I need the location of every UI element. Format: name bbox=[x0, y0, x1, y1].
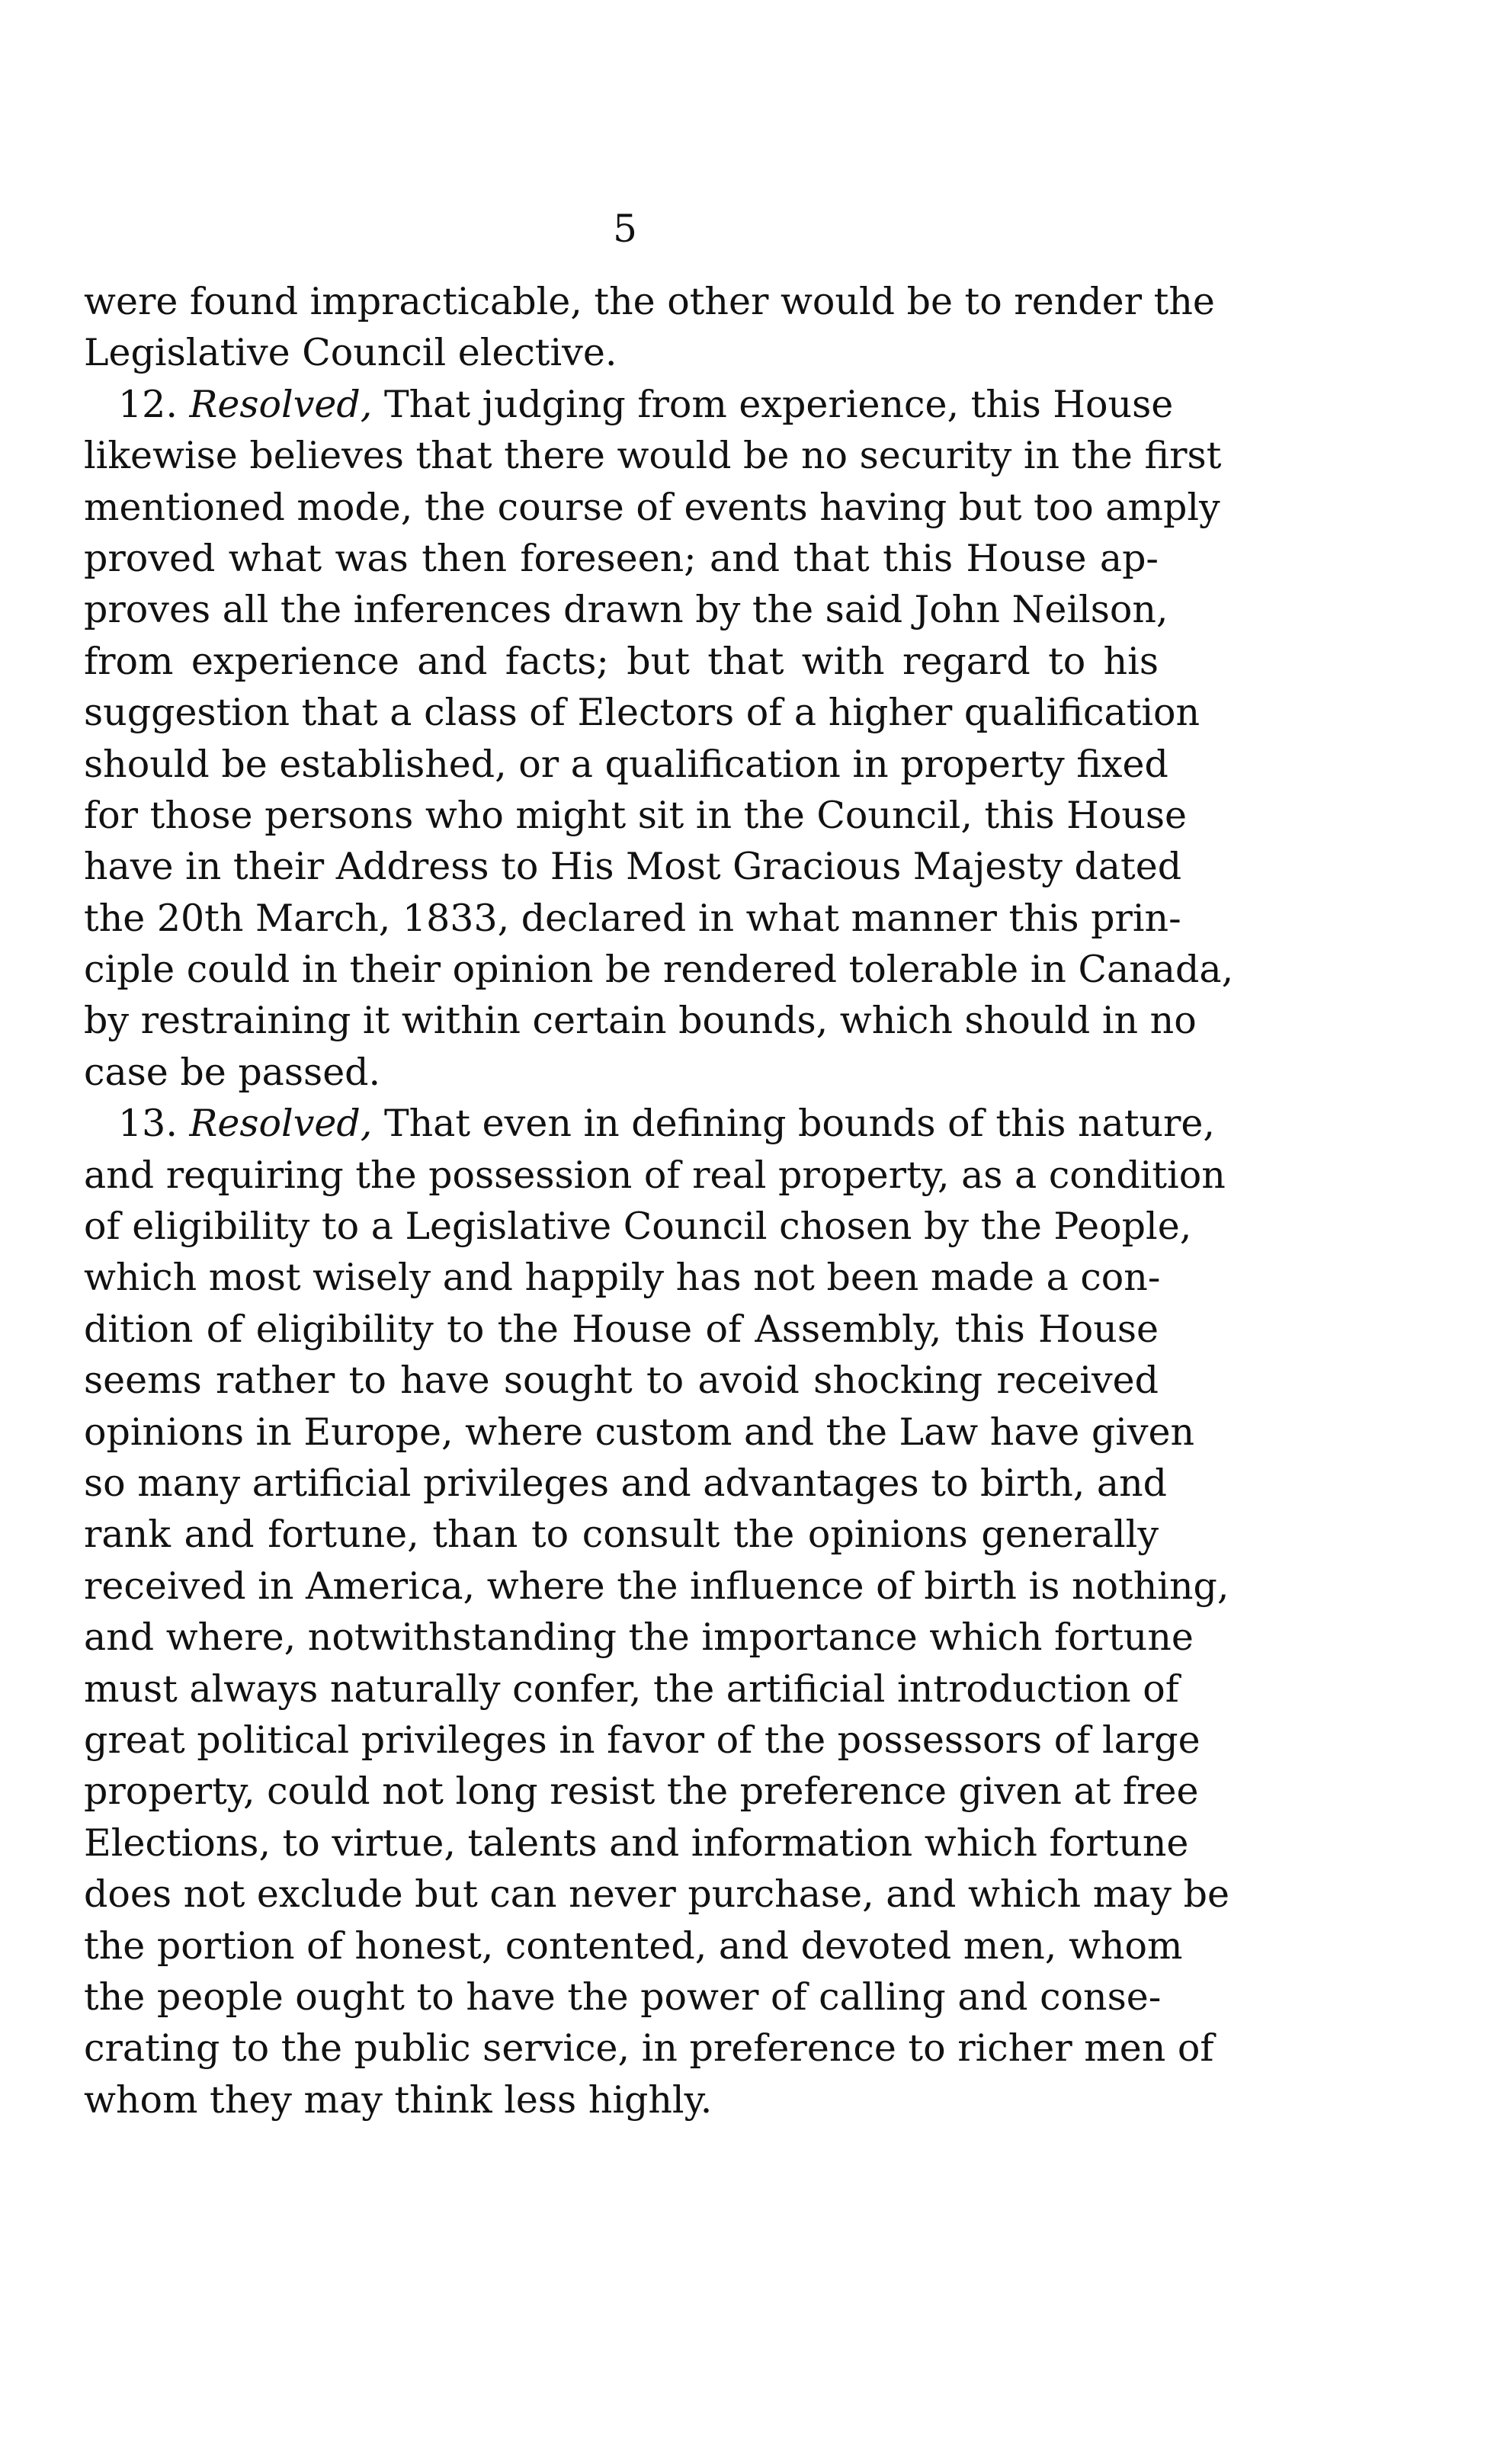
line-text: received in America, where the influence of birth is nothing, bbox=[84, 1564, 1229, 1608]
resolved-label: Resolved, bbox=[189, 382, 373, 426]
text-line bbox=[84, 790, 1188, 841]
page-number: 5 bbox=[613, 207, 637, 251]
text-line bbox=[84, 1252, 1159, 1303]
line-text: the portion of honest, contented, and devoted men, whom bbox=[84, 1923, 1183, 1968]
text-line bbox=[84, 893, 1181, 944]
text-line bbox=[84, 1664, 1179, 1715]
resolution-line bbox=[84, 379, 1174, 430]
text-line bbox=[84, 1201, 1192, 1252]
line-text: suggestion that a class of Electors of a higher qualification bbox=[84, 691, 1200, 735]
text-line bbox=[84, 739, 1168, 790]
line-text: from experience and facts; but that with regard to his bbox=[84, 639, 1159, 683]
text-line bbox=[84, 944, 1234, 995]
text-line bbox=[84, 533, 1159, 584]
text-line bbox=[84, 1407, 1195, 1458]
line-text: of eligibility to a Legislative Council chosen by the People, bbox=[84, 1205, 1192, 1249]
line-text: proved what was then foreseen; and that this House ap- bbox=[84, 536, 1159, 580]
line-text: for those persons who might sit in the Council, this House bbox=[84, 793, 1188, 837]
line-text: likewise believes that there would be no security in the first bbox=[84, 434, 1222, 478]
line-text: so many artificial privileges and advantages to birth, and bbox=[84, 1461, 1168, 1505]
line-text: whom they may think less highly. bbox=[84, 2077, 713, 2122]
text-line bbox=[84, 1869, 1229, 1920]
resolution-number: 12. bbox=[118, 382, 178, 426]
line-text: the 20th March, 1833, declared in what manner this prin- bbox=[84, 896, 1181, 940]
line-text: That judging from experience, this House bbox=[383, 382, 1174, 426]
line-text: and where, notwithstanding the importance which fortune bbox=[84, 1615, 1194, 1660]
line-text: opinions in Europe, where custom and the Law have given bbox=[84, 1410, 1195, 1454]
text-line bbox=[84, 1047, 1159, 1098]
line-text: Legislative Council elective. bbox=[84, 331, 617, 375]
text-line bbox=[84, 841, 1182, 892]
line-text: by restraining it within certain bounds, which should in no bbox=[84, 999, 1197, 1043]
text-line bbox=[84, 482, 1220, 533]
line-text: does not exclude but can never purchase, and which may be bbox=[84, 1872, 1229, 1917]
text-line bbox=[84, 327, 1159, 378]
text-line bbox=[84, 1766, 1199, 1817]
line-text: Elections, to virtue, talents and information which fortune bbox=[84, 1821, 1189, 1865]
text-line bbox=[84, 1304, 1159, 1355]
line-text: mentioned mode, the course of events having but too amply bbox=[84, 485, 1220, 529]
text-line bbox=[84, 636, 1159, 687]
line-text: seems rather to have sought to avoid shocking received bbox=[84, 1359, 1159, 1403]
text-line bbox=[84, 1355, 1159, 1406]
line-text: case be passed. bbox=[84, 1050, 381, 1094]
resolution-line bbox=[84, 1098, 1215, 1149]
text-line bbox=[84, 2074, 1159, 2126]
text-line bbox=[84, 1509, 1159, 1560]
text-line bbox=[84, 995, 1197, 1046]
line-text: were found impracticable, the other would be to render the bbox=[84, 280, 1215, 323]
text-line bbox=[84, 1715, 1200, 1766]
line-text: must always naturally confer, the artificial introduction of bbox=[84, 1667, 1179, 1711]
text-line bbox=[84, 1561, 1229, 1612]
line-text: should be established, or a qualification in property fixed bbox=[84, 742, 1168, 786]
line-text: and requiring the possession of real property, as a condition bbox=[84, 1153, 1226, 1197]
line-text: have in their Address to His Most Gracious Majesty dated bbox=[84, 845, 1182, 889]
text-line bbox=[84, 2023, 1214, 2074]
line-text: which most wisely and happily has not been made a con- bbox=[84, 1256, 1161, 1300]
line-text: ciple could in their opinion be rendered tolerable in Canada, bbox=[84, 948, 1234, 992]
line-text: the people ought to have the power of calling and conse- bbox=[84, 1975, 1162, 2019]
text-line bbox=[84, 687, 1200, 738]
text-line bbox=[84, 1818, 1189, 1869]
text-line bbox=[84, 1612, 1194, 1663]
resolved-label: Resolved, bbox=[189, 1102, 373, 1146]
line-text: rank and fortune, than to consult the opinions generally bbox=[84, 1513, 1159, 1557]
text-line bbox=[84, 276, 1215, 327]
text-line bbox=[84, 430, 1222, 481]
text-line bbox=[84, 584, 1168, 635]
line-text: That even in defining bounds of this nature, bbox=[383, 1102, 1215, 1146]
line-text: great political privileges in favor of the possessors of large bbox=[84, 1718, 1200, 1762]
line-text: proves all the inferences drawn by the said John Neilson, bbox=[84, 588, 1168, 632]
text-line bbox=[84, 1150, 1226, 1201]
resolution-number: 13. bbox=[118, 1102, 178, 1146]
line-text: crating to the public service, in preference to richer men of bbox=[84, 2026, 1214, 2071]
text-line bbox=[84, 1920, 1183, 1972]
text-line bbox=[84, 1458, 1168, 1509]
document-body bbox=[84, 276, 1234, 2126]
line-text: dition of eligibility to the House of Assembly, this House bbox=[84, 1307, 1159, 1351]
line-text: property, could not long resist the preference given at free bbox=[84, 1769, 1199, 1814]
text-line bbox=[84, 1972, 1162, 2023]
